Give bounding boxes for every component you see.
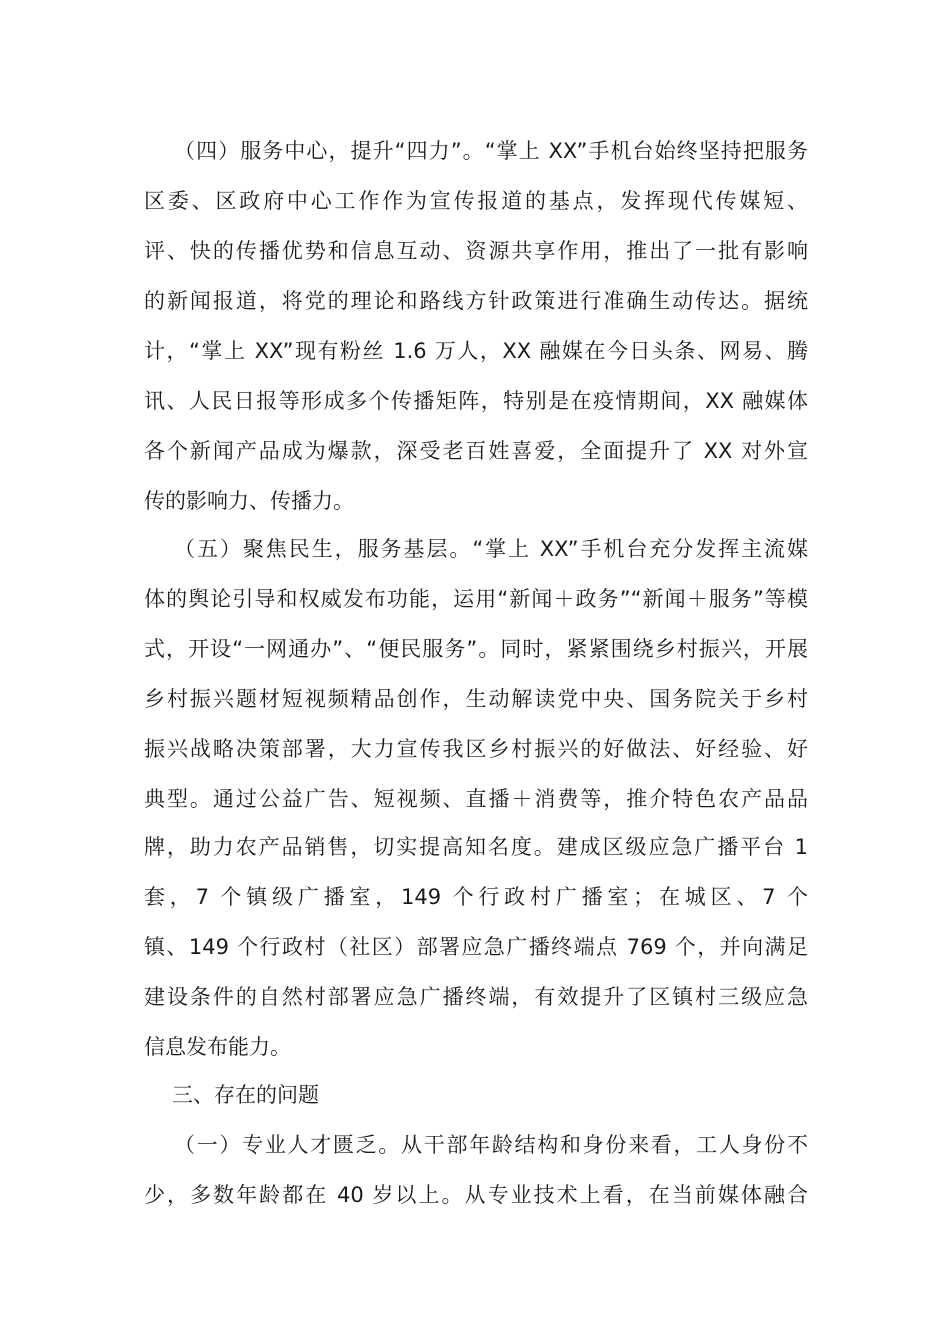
paragraph-issue-1-line-1: （一）专业人才匮乏。从干部年龄结构和身份来看，工人身份不: [174, 1133, 808, 1157]
paragraph-4-line-4: 的新闻报道，将党的理论和路线方针政策进行准确生动传达。据统: [144, 289, 808, 313]
paragraph-4-line-3: 评、快的传播优势和信息互动、资源共享作用，推出了一批有影响: [144, 239, 808, 263]
paragraph-5-line-2: 体的舆论引导和权威发布功能，运用“新闻＋政务”“新闻＋服务”等模: [144, 587, 808, 611]
section-heading: 三、存在的问题: [172, 1083, 319, 1107]
paragraph-4-line-6: 讯、人民日报等形成多个传播矩阵，特别是在疫情期间，XX 融媒体: [144, 389, 808, 413]
paragraph-4-line-5: 计，“掌上 XX”现有粉丝 1.6 万人，XX 融媒在今日头条、网易、腾: [144, 339, 808, 363]
paragraph-5-line-6: 典型。通过公益广告、短视频、直播＋消费等，推介特色农产品品: [144, 787, 808, 811]
paragraph-5-line-7: 牌，助力农产品销售，切实提高知名度。建成区级应急广播平台 1: [144, 835, 808, 859]
paragraph-5-line-3: 式，开设“一网通办”、“便民服务”。同时，紧紧围绕乡村振兴，开展: [144, 637, 808, 661]
paragraph-5-line-1: （五）聚焦民生，服务基层。“掌上 XX”手机台充分发挥主流媒: [174, 537, 808, 561]
paragraph-4-line-1: （四）服务中心，提升“四力”。“掌上 XX”手机台始终坚持把服务: [174, 139, 808, 163]
paragraph-5-line-5: 振兴战略决策部署，大力宣传我区乡村振兴的好做法、好经验、好: [144, 737, 808, 761]
paragraph-4-line-2: 区委、区政府中心工作作为宣传报道的基点，发挥现代传媒短、: [144, 189, 808, 213]
paragraph-5-line-11: 信息发布能力。: [144, 1035, 291, 1059]
paragraph-5-line-8: 套，7 个镇级广播室，149 个行政村广播室；在城区、7 个: [144, 885, 808, 909]
paragraph-5-line-4: 乡村振兴题材短视频精品创作，生动解读党中央、国务院关于乡村: [144, 687, 808, 711]
paragraph-4-line-8: 传的影响力、传播力。: [144, 489, 354, 513]
paragraph-5-line-9: 镇、149 个行政村（社区）部署应急广播终端点 769 个，并向满足: [144, 935, 808, 959]
paragraph-issue-1-line-2: 少，多数年龄都在 40 岁以上。从专业技术上看，在当前媒体融合: [144, 1183, 808, 1207]
paragraph-5-line-10: 建设条件的自然村部署应急广播终端，有效提升了区镇村三级应急: [144, 985, 808, 1009]
paragraph-4-line-7: 各个新闻产品成为爆款，深受老百姓喜爱，全面提升了 XX 对外宣: [144, 439, 808, 463]
